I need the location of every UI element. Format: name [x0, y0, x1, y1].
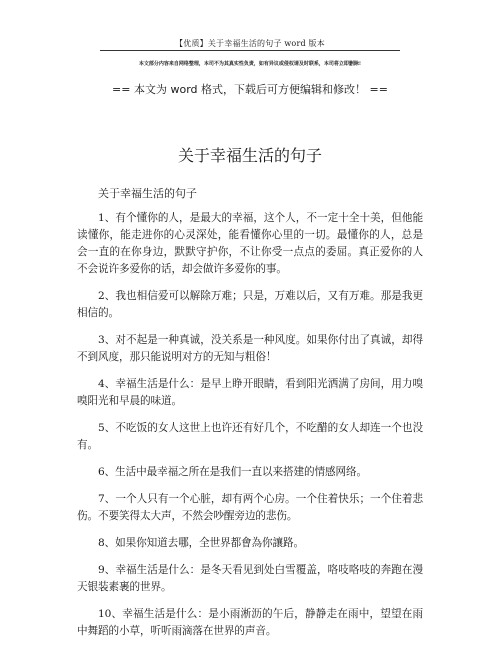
paragraph-list	[77, 210, 423, 650]
paragraph: 5、不吃饭的女人这世上也许还有好几个，不吃醋的女人却连一个也没有。	[77, 422, 423, 451]
paragraph: 3、对不起是一种真诚，没关系是一种风度。如果你付出了真诚，却得不到风度，那只能说明对方的无知与粗俗！	[77, 334, 423, 363]
paragraph: 1、有个懂你的人，是最大的幸福，这个人，不一定十全十美，但他能读懂你，能走进你的心灵深处，能看懂你心里的一切。最懂你的人，总是会一直的在你身边，默默守护你，不让你受一点点的委屈。真正爱你的人不会说许多爱你的话，却会做许多爱你的事。	[77, 212, 423, 275]
paragraph: 2、我也相信爱可以解除万难；只是，万难以后，又有万难。那是我更相信的。	[77, 290, 423, 319]
document-subheading: 关于幸福生活的句子	[98, 187, 197, 200]
paragraph: 9、幸福生活是什么：是冬天看见到处白雪覆盖，咯吱咯吱的奔跑在漫天银装素裹的世界。	[77, 564, 423, 593]
paragraph: 10、幸福生活是什么：是小雨淅沥的午后，静静走在雨中，望望在雨中舞蹈的小草，听听雨滴落在世界的声音。	[77, 608, 423, 637]
paragraph: 8、如果你知道去哪，全世界都會為你讓路。	[98, 537, 305, 549]
paragraph: 6、生活中最幸福之所在是我们一直以来搭建的情感网络。	[98, 466, 367, 478]
header-divider	[100, 50, 400, 51]
paragraph: 7、一个人只有一个心脏，却有两个心房。一个住着快乐；一个住着悲伤。不要笑得太大声，不然会吵醒旁边的悲伤。	[77, 493, 423, 522]
header-title: 【优质】关于幸福生活的句子 word 版本	[175, 39, 325, 48]
document-title: 关于幸福生活的句子	[177, 145, 322, 165]
format-notice: == 本文为 word 格式，下载后可方便编辑和修改！ ==	[112, 83, 388, 96]
disclaimer-text: 本文部分内容来自网络整理，本司不为其真实性负责，如有异议或侵权请及时联系，本司将立即删除!	[138, 61, 362, 67]
paragraph: 4、幸福生活是什么：是早上睁开眼睛，看到阳光洒满了房间，用力嗅嗅阳光和早晨的味道。	[77, 378, 423, 407]
